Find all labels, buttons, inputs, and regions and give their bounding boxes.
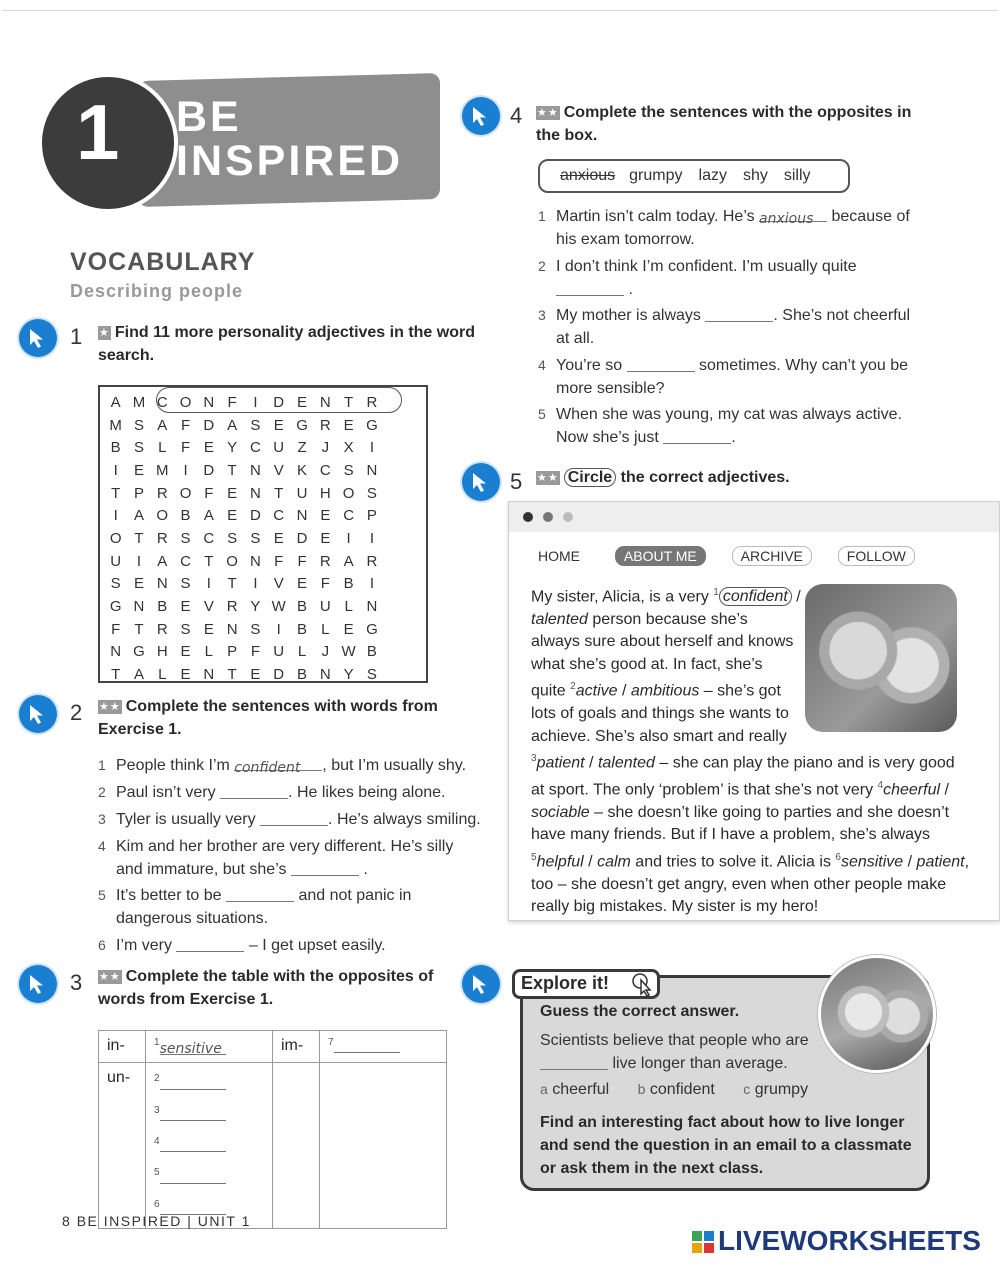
grid-letter[interactable]: N (366, 461, 378, 479)
grid-letter[interactable]: G (366, 416, 378, 434)
ex2-item-6: 6 I’m very – I get upset easily. (98, 937, 386, 954)
couple-photo (818, 955, 936, 1073)
grid-letter[interactable]: A (227, 416, 238, 434)
grid-letter[interactable]: A (110, 393, 121, 411)
grid-letter[interactable]: T (134, 529, 144, 547)
grid-letter[interactable]: N (319, 393, 331, 411)
grid-letter[interactable]: A (157, 416, 168, 434)
grid-letter[interactable]: D (203, 461, 215, 479)
click-pointer-icon (631, 972, 657, 1003)
grid-letter[interactable]: N (250, 552, 261, 570)
word-search-grid[interactable] (98, 385, 428, 683)
grid-letter[interactable]: S (133, 439, 144, 457)
grid-letter[interactable]: C (203, 529, 215, 547)
window-dot-2 (543, 512, 553, 522)
grid-letter[interactable]: G (296, 416, 308, 434)
grid-letter[interactable]: N (250, 484, 261, 502)
grid-letter[interactable]: U (110, 552, 122, 570)
grid-letter[interactable]: D (273, 666, 285, 684)
grid-letter[interactable]: N (319, 666, 331, 684)
option-5b[interactable]: calm (597, 853, 631, 871)
grid-letter[interactable]: E (320, 507, 331, 525)
ex3-number: 3 (70, 970, 83, 995)
grid-letter[interactable]: D (203, 416, 215, 434)
grid-letter[interactable]: T (227, 666, 237, 684)
ex5-instruction: ★★ Circle the correct adjectives. (537, 469, 790, 486)
option-3a[interactable]: patient (536, 754, 585, 772)
grid-letter[interactable]: Z (297, 439, 307, 457)
grid-letter[interactable]: S (227, 529, 238, 547)
grid-letter[interactable]: Y (250, 598, 261, 616)
section-subtitle: Describing people (70, 281, 244, 301)
grid-letter[interactable]: N (203, 393, 215, 411)
ex4-item-1: 1 Martin isn’t calm today. He’s anxious because of his exam tomorrow. (538, 208, 910, 248)
option-3b[interactable]: talented (597, 754, 655, 772)
explore-options (540, 1081, 808, 1099)
explore-question-text: Scientists believe that people who are live longer than average. (540, 1032, 809, 1072)
grid-letter[interactable]: T (111, 666, 121, 684)
grid-letter[interactable]: N (203, 666, 215, 684)
grid-letter[interactable]: E (297, 393, 308, 411)
table-cell-7[interactable]: 7 (320, 1031, 447, 1063)
option-6b[interactable]: patient (916, 853, 965, 871)
grid-letter[interactable]: I (206, 575, 211, 593)
grid-letter[interactable]: F (111, 620, 121, 638)
grid-letter[interactable]: E (297, 575, 308, 593)
ex4-item-4: 4 You’re so sometimes. Why can’t you be more sensible? (538, 357, 908, 397)
grid-letter[interactable]: C (250, 439, 261, 457)
grid-letter[interactable]: D (250, 507, 261, 525)
grid-letter[interactable]: F (204, 484, 214, 502)
nav-archive[interactable]: ARCHIVE (732, 546, 812, 566)
grid-letter[interactable]: R (319, 416, 331, 434)
grid-letter[interactable]: R (366, 393, 378, 411)
grid-letter[interactable]: S (110, 575, 121, 593)
grid-letter[interactable]: N (296, 507, 308, 525)
grid-letter[interactable]: E (203, 620, 214, 638)
grid-letter[interactable]: N (226, 620, 238, 638)
grid-letter[interactable]: G (366, 620, 378, 638)
nav-home[interactable]: HOME (538, 548, 580, 564)
ex4-answer-5[interactable] (663, 429, 731, 444)
grid-letter[interactable]: J (321, 643, 330, 661)
grid-letter[interactable]: E (343, 416, 354, 434)
option-2b[interactable]: ambitious (630, 682, 700, 700)
grid-letter[interactable]: P (366, 507, 377, 525)
grid-letter[interactable]: P (133, 484, 144, 502)
worksheet-page (2, 10, 998, 1265)
explore-answer-blank[interactable] (540, 1055, 608, 1070)
ex2-answer-3[interactable] (260, 811, 328, 826)
unit-number: 1 (76, 88, 120, 176)
footer-text: BE INSPIRED | UNIT 1 (76, 1213, 251, 1229)
ex2-item-2: 2 Paul isn’t very . He likes being alone. (98, 784, 446, 801)
ex1-cursor-icon[interactable] (19, 319, 57, 357)
grid-letter[interactable]: O (342, 484, 355, 502)
grid-letter[interactable]: I (253, 393, 258, 411)
grid-letter[interactable]: H (319, 484, 331, 502)
page-footer (62, 1213, 251, 1229)
ex1-star-icon: ★ (99, 327, 110, 339)
explore-question-title: Guess the correct answer. (540, 1003, 740, 1020)
grid-letter[interactable]: D (273, 393, 285, 411)
grid-letter[interactable]: B (297, 620, 308, 638)
word-box-word-1: anxious (560, 167, 616, 184)
prefix-im: im- (273, 1031, 320, 1063)
table-cells-2-6[interactable]: $^2$ $^3$ $^4$ $^5$ $^6$ (146, 1063, 273, 1229)
grid-letter[interactable]: A (203, 507, 214, 525)
grid-letter[interactable]: S (180, 575, 191, 593)
grid-letter[interactable]: A (343, 552, 354, 570)
ex2-item-1: 1 People think I’m confident , but I’m usually shy. (98, 757, 467, 776)
grid-letter[interactable]: X (343, 439, 354, 457)
grid-letter[interactable]: H (156, 643, 168, 661)
ex5-star-icon: ★★ (537, 472, 559, 484)
ex2-cursor-icon[interactable] (19, 695, 57, 733)
grid-letter[interactable]: R (156, 529, 168, 547)
grid-letter[interactable]: E (180, 666, 191, 684)
grid-letter[interactable]: U (296, 484, 308, 502)
grid-letter[interactable]: L (158, 666, 167, 684)
grid-letter[interactable]: E (203, 439, 214, 457)
grid-letter[interactable]: V (273, 461, 284, 479)
grid-letter[interactable]: I (346, 529, 351, 547)
grid-letter[interactable]: M (109, 416, 122, 434)
ex2-answer-2[interactable] (220, 784, 288, 799)
ex2-answer-4[interactable] (291, 861, 359, 876)
ex2-answer-5[interactable] (226, 887, 294, 902)
grid-letter[interactable]: C (319, 461, 331, 479)
grid-letter[interactable]: A (133, 666, 144, 684)
grid-letter[interactable]: B (297, 666, 308, 684)
grid-letter[interactable]: D (296, 529, 308, 547)
ex2-answer-6[interactable] (176, 937, 244, 952)
grid-letter[interactable]: B (343, 575, 354, 593)
grid-letter[interactable]: W (271, 598, 286, 616)
grid-letter[interactable]: I (183, 461, 188, 479)
explore-option-b[interactable]: b confident (637, 1081, 715, 1098)
ex4-item-3: 3 My mother is always . She’s not cheerful at all. (538, 307, 911, 347)
grid-letter[interactable]: P (227, 643, 238, 661)
grid-letter[interactable]: R (366, 552, 378, 570)
opposites-table (98, 1030, 447, 1229)
logo-text: LIVEWORKSHEETS (718, 1225, 981, 1256)
grid-letter[interactable]: L (344, 598, 353, 616)
blog-titlebar (509, 502, 999, 532)
grid-letter[interactable]: A (133, 507, 144, 525)
page-number: 8 (62, 1213, 72, 1229)
grid-letter[interactable]: L (321, 620, 330, 638)
grid-letter[interactable]: E (343, 620, 354, 638)
ex4-answer-3[interactable] (705, 307, 773, 322)
grid-letter[interactable]: E (273, 416, 284, 434)
ex4-star-icon: ★★ (537, 107, 559, 119)
grid-letter[interactable]: V (203, 598, 214, 616)
grid-letter[interactable]: N (366, 598, 378, 616)
ex3-cursor-icon[interactable] (19, 965, 57, 1003)
grid-letter[interactable]: N (156, 575, 168, 593)
ex4-answer-2[interactable] (556, 281, 624, 296)
grid-letter[interactable]: B (110, 439, 121, 457)
grid-letter[interactable]: O (109, 529, 122, 547)
grid-letter[interactable]: F (227, 393, 237, 411)
grid-letter[interactable]: O (156, 507, 169, 525)
ex1-instruction: ★ Find 11 more personality adjectives in the word search. (98, 324, 475, 364)
grid-letter[interactable]: I (369, 439, 374, 457)
grid-letter[interactable]: N (250, 461, 261, 479)
grid-letter[interactable]: T (274, 484, 284, 502)
ex4-number: 4 (510, 103, 523, 128)
logo-icon (692, 1231, 714, 1253)
word-box-word-4: shy (742, 167, 768, 184)
word-box-word-2: grumpy (629, 167, 683, 184)
grid-letter[interactable]: E (180, 643, 191, 661)
unit-title-line1: BE (176, 93, 242, 141)
word-box-word-5: silly (783, 167, 811, 184)
grid-letter[interactable]: E (320, 529, 331, 547)
nav-about-me[interactable]: ABOUT ME (615, 546, 706, 566)
nav-follow[interactable]: FOLLOW (838, 546, 915, 566)
grid-letter[interactable]: I (369, 575, 374, 593)
grid-letter[interactable]: I (136, 552, 142, 570)
ex2-item-4: 4 Kim and her brother are very different. He’s silly and immature, but she’s . (98, 838, 454, 878)
option-6a[interactable]: sensitive (840, 853, 904, 871)
grid-letter[interactable]: K (297, 461, 308, 479)
grid-letter[interactable]: S (250, 416, 261, 434)
grid-letter[interactable]: F (320, 575, 330, 593)
grid-letter[interactable]: F (180, 416, 191, 434)
grid-letter[interactable]: J (321, 439, 330, 457)
grid-letter[interactable]: I (253, 575, 258, 593)
grid-letter[interactable]: T (134, 620, 144, 638)
grid-letter[interactable]: L (297, 643, 307, 661)
option-5a[interactable]: helpful (536, 853, 584, 871)
grid-letter[interactable]: M (132, 393, 146, 411)
grid-letter[interactable]: L (204, 643, 213, 661)
unit-banner (38, 73, 444, 207)
grid-letter[interactable]: I (369, 529, 374, 547)
grid-letter[interactable]: S (180, 529, 191, 547)
grid-letter[interactable]: O (226, 552, 238, 570)
ex4-item-2: 2 I don’t think I’m confident. I’m usually quite . (538, 258, 857, 298)
grid-letter[interactable]: R (156, 620, 168, 638)
grid-letter[interactable]: E (250, 666, 261, 684)
explore-option-c[interactable]: c grumpy (743, 1081, 809, 1098)
grid-letter[interactable]: B (180, 507, 191, 525)
grid-letter[interactable]: I (113, 461, 118, 479)
grid-letter[interactable]: V (273, 575, 284, 593)
prefix-in: in- (99, 1031, 146, 1063)
grid-letter[interactable]: F (250, 643, 261, 661)
grid-letter[interactable]: N (110, 643, 122, 661)
option-2a[interactable]: active (575, 682, 618, 700)
explore-task: Find an interesting fact about how to live longer and send the question in an email to a classmate or ask them in the next class. (540, 1114, 912, 1177)
grid-letter[interactable]: S (133, 416, 144, 434)
grid-letter[interactable]: M (155, 461, 169, 479)
grid-letter[interactable]: T (204, 552, 214, 570)
blog-text: My sister, Alicia, is a very $^1$ confident / talented person because she’s always sure about herself and knows what she’s good at. In fact, she’s quite $^2$active / ambitious – she’s got lots of goals and things she wants to achieve. She’s also smart and really $^3$patient / talented – she can play the piano and is very good at sport. The only ‘problem’ is that she’s not very $^4$cheerful / sociable – she doesn’t like going to parties and she doesn’t have many friends. But if I have a problem, she’s always $^5$helpful / calm and tries to solve it. Alicia is $^6$sensitive / patient, too – she doesn’t get angry, even when other people make really big mistakes. My sister is my hero! (531, 587, 970, 916)
explore-title: Explore it! (521, 973, 610, 993)
window-dot-1 (523, 512, 533, 522)
unit-title-line2: INSPIRED (176, 137, 404, 185)
grid-letter[interactable]: E (227, 484, 238, 502)
grid-letter[interactable]: B (297, 598, 308, 616)
section-title: VOCABULARY (70, 248, 256, 276)
ex2-item-5: 5 It’s better to be and not panic in dangerous situations. (98, 887, 412, 927)
grid-letter[interactable]: N (133, 598, 145, 616)
grid-letter[interactable]: I (113, 507, 118, 525)
grid-letter[interactable]: F (297, 552, 307, 570)
ex5-cursor-icon[interactable] (462, 463, 500, 501)
ex2-instruction: ★★ Complete the sentences with words from Exercise 1. (98, 698, 438, 738)
ex4-answer-4[interactable] (627, 357, 695, 372)
grid-letter[interactable]: E (273, 529, 284, 547)
ex2-star-icon: ★★ (99, 701, 121, 713)
table-cell-1[interactable]: $^1$sensitive (146, 1031, 273, 1063)
ex2-answer-1[interactable]: confident (234, 756, 322, 771)
grid-letter[interactable]: B (366, 643, 377, 661)
grid-letter[interactable]: T (344, 393, 354, 411)
option-1b[interactable]: talented (531, 610, 588, 628)
confident-circle (156, 387, 402, 413)
grid-letter[interactable]: S (250, 529, 261, 547)
grid-letter[interactable]: G (133, 643, 145, 661)
grid-letter[interactable]: W (341, 643, 356, 661)
grid-letter[interactable]: O (179, 484, 192, 502)
grid-letter[interactable]: T (227, 461, 237, 479)
explore-option-a[interactable]: a cheerful (540, 1081, 610, 1098)
grid-letter[interactable]: E (133, 575, 144, 593)
grid-letter[interactable]: O (179, 393, 192, 411)
grid-letter[interactable]: Y (343, 666, 354, 684)
word-box (538, 159, 850, 193)
explore-cursor-icon[interactable] (462, 965, 500, 1003)
grid-letter[interactable]: Y (227, 439, 238, 457)
ex2-number: 2 (70, 700, 83, 725)
grid-letter[interactable]: E (227, 507, 238, 525)
grid-letter[interactable]: T (111, 484, 121, 502)
ex2-item-3: 3 Tyler is usually very . He’s always smiling. (98, 811, 481, 828)
blog-window (508, 501, 1000, 921)
ex5-number: 5 (510, 469, 523, 494)
grid-letter[interactable]: S (180, 620, 191, 638)
ex3-instruction: ★★ Complete the table with the opposites of words from Exercise 1. (98, 968, 434, 1008)
grid-letter[interactable]: T (227, 575, 237, 593)
grid-letter[interactable]: E (133, 461, 144, 479)
grid-letter[interactable]: C (273, 507, 285, 525)
option-4b[interactable]: sociable (531, 803, 590, 821)
explore-title-tab (512, 969, 660, 999)
grid-letter[interactable]: C (343, 507, 355, 525)
option-4a[interactable]: cheerful (883, 781, 941, 799)
grid-letter[interactable]: A (157, 552, 168, 570)
ex4-answer-1[interactable]: anxious (759, 207, 827, 222)
grid-letter[interactable]: F (180, 439, 191, 457)
grid-letter[interactable]: E (180, 598, 191, 616)
grid-letter[interactable]: U (319, 598, 331, 616)
grid-letter[interactable]: S (366, 666, 377, 684)
grid-letter[interactable]: L (158, 439, 167, 457)
option-1a[interactable]: confident (719, 587, 792, 606)
ex4-item-5: 5 When she was young, my cat was always active. Now she’s just . (538, 406, 902, 446)
grid-letter[interactable]: F (274, 552, 284, 570)
grid-letter[interactable]: R (319, 552, 331, 570)
ex4-cursor-icon[interactable] (462, 97, 500, 135)
grid-letter[interactable]: S (343, 461, 354, 479)
grid-letter[interactable]: U (273, 439, 285, 457)
word-box-word-3: lazy (698, 167, 727, 184)
ex4-instruction: ★★ Complete the sentences with the opposites in the box. (536, 104, 912, 144)
grid-letter[interactable]: C (156, 393, 168, 411)
ex3-star-icon: ★★ (99, 971, 121, 983)
grid-letter[interactable]: U (273, 643, 285, 661)
grid-letter[interactable]: R (226, 598, 238, 616)
ex1-number: 1 (70, 324, 83, 349)
window-dot-3 (563, 512, 573, 522)
grid-letter[interactable]: I (276, 620, 281, 638)
prefix-un: un- (99, 1063, 146, 1229)
blog-nav (529, 546, 937, 566)
grid-letter[interactable]: C (180, 552, 191, 570)
grid-letter[interactable]: G (109, 598, 122, 616)
grid-letter[interactable]: S (366, 484, 377, 502)
grid-letter[interactable]: R (156, 484, 168, 502)
grid-letter[interactable]: S (250, 620, 261, 638)
grid-letter[interactable]: B (157, 598, 168, 616)
